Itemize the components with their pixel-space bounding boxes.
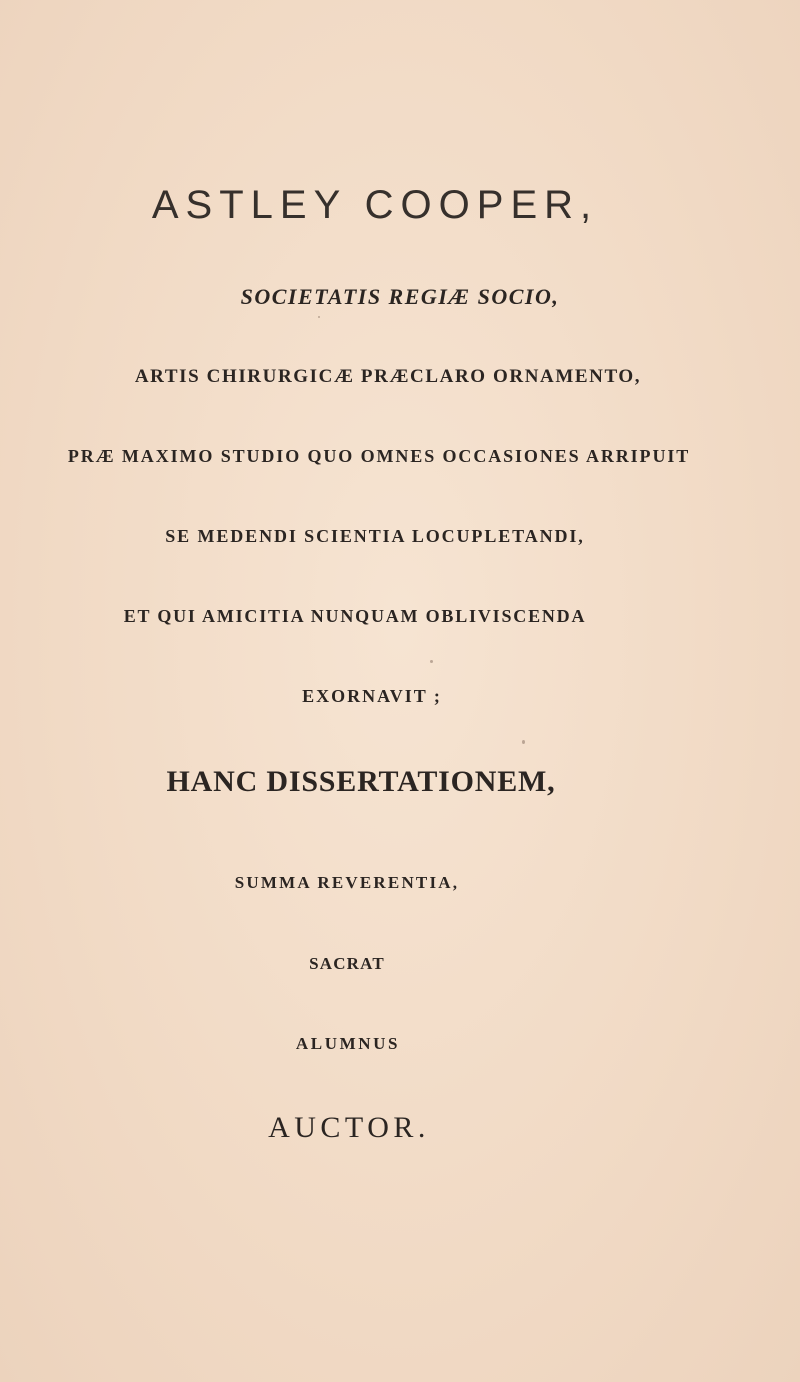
paper-speck xyxy=(430,660,433,663)
paper-speck xyxy=(522,740,525,744)
sacrat-line: SACRAT xyxy=(309,954,385,973)
hanc-dissertationem-line: HANC DISSERTATIONEM, xyxy=(166,765,556,798)
paper-speck xyxy=(318,316,320,318)
society-line: SOCIETATIS REGIÆ SOCIO, xyxy=(240,284,560,309)
prae-line: PRÆ MAXIMO STUDIO QUO OMNES OCCASIONES ARRIPUIT xyxy=(67,446,691,466)
summa-reverentia-line: SUMMA REVERENTIA, xyxy=(234,873,460,892)
auctor-line: AUCTOR. xyxy=(268,1111,430,1144)
exornavit-line: EXORNAVIT ; xyxy=(302,686,442,706)
dedicatee-name: ASTLEY COOPER, xyxy=(151,183,599,227)
artis-line: ARTIS CHIRURGICÆ PRÆCLARO ORNAMENTO, xyxy=(134,366,642,387)
alumnus-line: ALUMNUS xyxy=(295,1034,401,1053)
se-line: SE MEDENDI SCIENTIA LOCUPLETANDI, xyxy=(165,526,585,546)
et-line: ET QUI AMICITIA NUNQUAM OBLIVISCENDA xyxy=(123,606,587,626)
